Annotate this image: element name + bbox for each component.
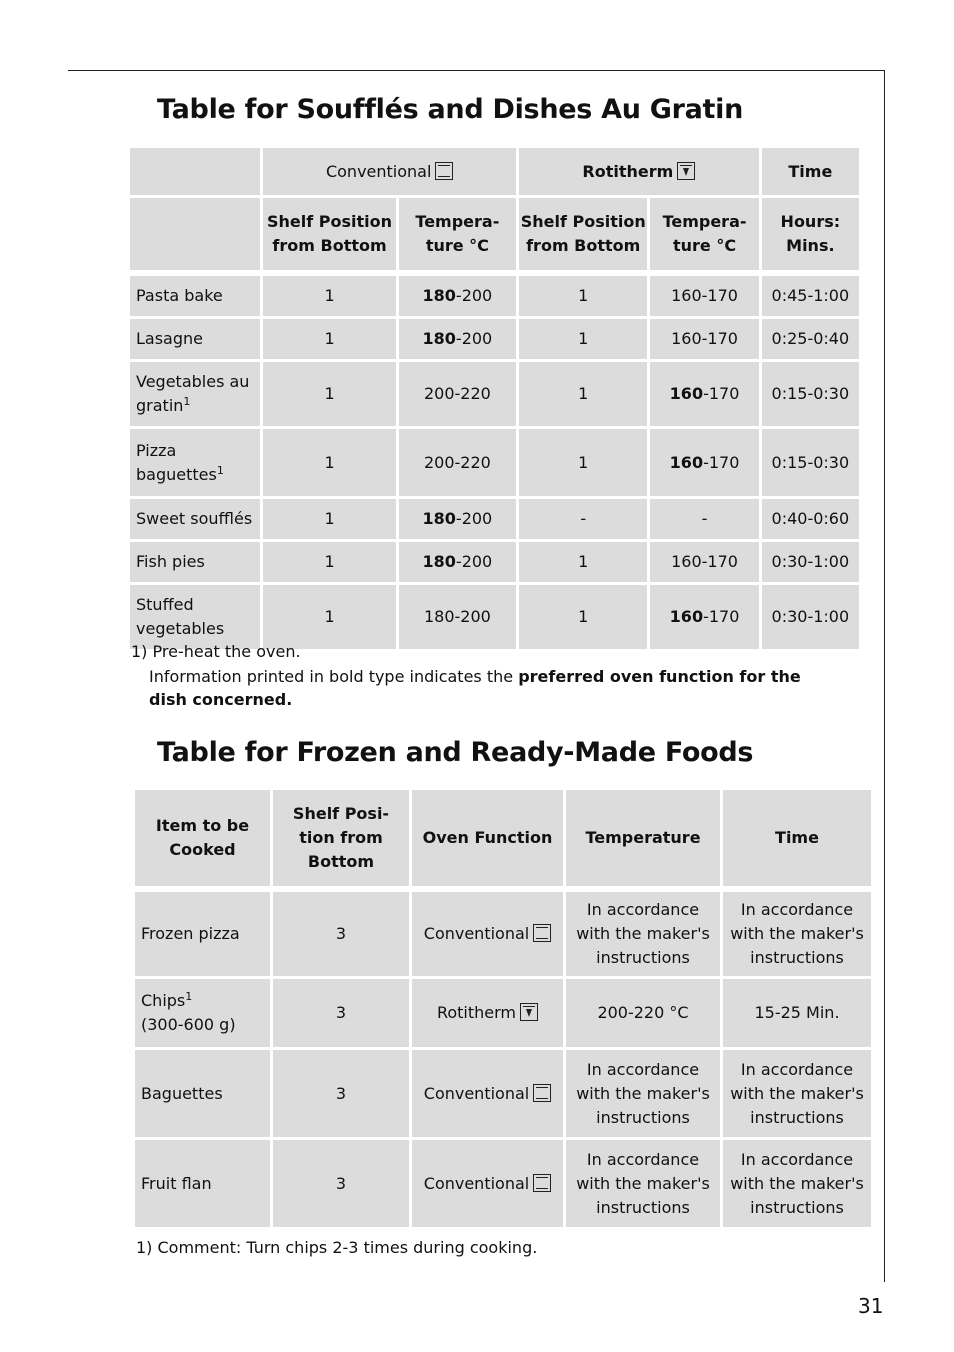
temp-rotitherm-cell	[650, 319, 758, 359]
conventional-header-label: Conventional	[325, 161, 432, 181]
time-header-2: Time	[723, 790, 871, 886]
item-name: Baguettes	[141, 1083, 223, 1103]
temp-rotitherm-header: Tempera- ture °C	[650, 198, 758, 270]
oven-function-label: Rotitherm	[436, 1003, 517, 1022]
dish-cell	[130, 319, 260, 359]
frozen-table-title: Table for Frozen and Ready-Made Foods	[157, 737, 754, 768]
temp-rest-part: 200-220	[423, 452, 491, 472]
temp-conventional-cell	[399, 585, 516, 649]
corner-cell-sub	[130, 198, 260, 270]
page-number: 31	[858, 1294, 884, 1318]
shelf-conventional-cell: 1	[263, 276, 395, 316]
time-cell: In accordance with the maker's instructions	[723, 892, 871, 976]
temp-conventional-cell	[399, 362, 516, 426]
temp-conventional-header: Tempera- ture °C	[399, 198, 516, 270]
dish-name: Pizza baguettes	[136, 440, 217, 484]
footnote-marker: 1	[185, 990, 193, 1003]
oven-function-label: Conventional	[423, 1083, 530, 1103]
table-row	[130, 276, 859, 316]
dish-cell	[130, 429, 260, 496]
dish-cell	[130, 499, 260, 539]
dish-name: Pasta bake	[136, 286, 223, 305]
temp-rest-part: 160-170	[671, 552, 738, 571]
temperature-cell: In accordance with the maker's instructions	[566, 892, 720, 976]
rotitherm-header-label: Rotitherm	[582, 161, 674, 181]
temp-bold-part: 160	[669, 452, 704, 472]
footnote-preheat: 1) Pre-heat the oven.	[131, 642, 301, 661]
shelf-header: Shelf Posi- tion from Bottom	[273, 790, 409, 886]
shelf-rotitherm-cell: 1	[519, 276, 647, 316]
time-cell: 0:30-1:00	[762, 585, 859, 649]
shelf-rotitherm-cell: 1	[519, 542, 647, 582]
temp-rest-part: 160-170	[671, 286, 738, 305]
shelf-rotitherm-cell: 1	[519, 585, 647, 649]
temp-conventional-cell	[399, 429, 516, 496]
conventional-icon	[533, 1174, 551, 1192]
oven-function-label: Conventional	[423, 1173, 530, 1193]
table-row	[130, 542, 859, 582]
time-cell: 0:15-0:30	[762, 429, 859, 496]
time-cell: 0:30-1:00	[762, 542, 859, 582]
item-cell	[135, 892, 270, 976]
dish-name: Stuffed vegetables	[136, 595, 225, 638]
item-cell	[135, 1050, 270, 1137]
temp-rest-part: -170	[703, 607, 740, 626]
oven-function-cell	[412, 892, 563, 976]
souffle-gratin-table	[127, 145, 862, 652]
table-row	[135, 892, 871, 976]
dish-name: Sweet soufflés	[136, 509, 253, 528]
item-header: Item to be Cooked	[135, 790, 270, 886]
temp-rest-part: -200	[455, 286, 493, 305]
temperature-cell: In accordance with the maker's instructions	[566, 1140, 720, 1227]
top-rule	[68, 70, 885, 71]
shelf-cell: 3	[273, 979, 409, 1047]
temp-rest-part: -200	[455, 552, 493, 571]
footnote-marker: 1	[183, 395, 191, 408]
temperature-cell: In accordance with the maker's instructions	[566, 1050, 720, 1137]
table-row	[130, 362, 859, 426]
table-row	[135, 1050, 871, 1137]
table-row	[130, 499, 859, 539]
souffle-table-title: Table for Soufflés and Dishes Au Gratin	[157, 94, 744, 125]
oven-function-cell	[412, 1140, 563, 1227]
shelf-rotitherm-cell: 1	[519, 429, 647, 496]
hours-mins-header: Hours: Mins.	[762, 198, 859, 270]
temp-rest-part: -170	[703, 452, 740, 472]
time-cell: 0:45-1:00	[762, 276, 859, 316]
temp-rest-part: -	[701, 509, 708, 528]
shelf-rotitherm-cell: -	[519, 499, 647, 539]
item-cell	[135, 1140, 270, 1227]
dish-cell	[130, 276, 260, 316]
temp-rest-part: -200	[455, 509, 493, 528]
table-row	[130, 319, 859, 359]
temperature-cell: 200-220 °C	[566, 979, 720, 1047]
temp-conventional-cell	[399, 319, 516, 359]
table-row	[135, 1140, 871, 1227]
footnote-marker: 1	[216, 463, 224, 477]
temp-rest-part: 180-200	[423, 607, 491, 626]
frozen-foods-table	[132, 787, 874, 1230]
bold-info-normal: Information printed in bold type indicates the	[149, 667, 519, 686]
shelf-conventional-header: Shelf Position from Bottom	[263, 198, 395, 270]
dish-name: Lasagne	[136, 329, 203, 348]
corner-cell	[130, 148, 260, 195]
time-cell: 15-25 Min.	[723, 979, 871, 1047]
table-row	[135, 979, 871, 1047]
bold-info-note	[149, 665, 829, 711]
table-row	[130, 429, 859, 496]
conventional-header	[263, 148, 516, 195]
conventional-icon	[435, 162, 453, 180]
temp-rotitherm-cell	[650, 362, 758, 426]
temp-conventional-cell	[399, 499, 516, 539]
rotitherm-icon	[520, 1003, 538, 1021]
shelf-cell: 3	[273, 892, 409, 976]
temp-rotitherm-cell	[650, 499, 758, 539]
time-header: Time	[762, 148, 859, 195]
shelf-cell: 3	[273, 1050, 409, 1137]
frozen-table-body	[135, 892, 871, 1227]
temp-bold-part: 180	[422, 286, 456, 305]
temp-rotitherm-cell	[650, 585, 758, 649]
shelf-conventional-cell: 1	[263, 585, 395, 649]
temp-rest-part: 160-170	[671, 329, 738, 348]
time-cell: 0:40-0:60	[762, 499, 859, 539]
conventional-icon	[533, 924, 551, 942]
temp-rotitherm-cell	[650, 542, 758, 582]
temp-conventional-cell	[399, 542, 516, 582]
oven-function-cell	[412, 979, 563, 1047]
temp-bold-part: 180	[422, 552, 456, 571]
shelf-conventional-cell: 1	[263, 499, 395, 539]
shelf-conventional-cell: 1	[263, 542, 395, 582]
side-rule	[884, 70, 885, 1282]
time-cell: 0:15-0:30	[762, 362, 859, 426]
oven-function-label: Conventional	[423, 924, 530, 943]
shelf-conventional-cell: 1	[263, 429, 395, 496]
shelf-rotitherm-cell: 1	[519, 319, 647, 359]
dish-cell	[130, 542, 260, 582]
dish-name: Fish pies	[136, 552, 205, 571]
rotitherm-icon	[677, 162, 695, 180]
item-cell	[135, 979, 270, 1047]
rotitherm-header	[519, 148, 759, 195]
shelf-conventional-cell: 1	[263, 319, 395, 359]
dish-name: Vegetables au gratin	[136, 372, 250, 415]
item-name: Frozen pizza	[141, 924, 240, 943]
shelf-rotitherm-cell: 1	[519, 362, 647, 426]
temp-rest-part: 200-220	[423, 384, 491, 403]
souffle-table-body	[130, 276, 859, 649]
bold-info-bold: preferred oven function for the dish concerned.	[149, 667, 801, 709]
temp-bold-part: 160	[669, 607, 704, 626]
temperature-header: Temperature	[566, 790, 720, 886]
temp-bold-part: 180	[422, 329, 456, 348]
shelf-conventional-cell: 1	[263, 362, 395, 426]
item-quantity: (300-600 g)	[141, 1015, 236, 1034]
temp-rest-part: -170	[703, 384, 740, 403]
time-cell: In accordance with the maker's instructions	[723, 1050, 871, 1137]
shelf-cell: 3	[273, 1140, 409, 1227]
temp-rotitherm-cell	[650, 276, 758, 316]
temp-rotitherm-cell	[650, 429, 758, 496]
footnote-chips: 1) Comment: Turn chips 2-3 times during cooking.	[136, 1238, 538, 1257]
temp-bold-part: 160	[669, 384, 704, 403]
conventional-icon	[533, 1084, 551, 1102]
item-name: Chips	[141, 991, 186, 1010]
temp-conventional-cell	[399, 276, 516, 316]
temp-rest-part: -200	[455, 329, 493, 348]
temp-bold-part: 180	[422, 509, 456, 528]
item-name: Fruit flan	[141, 1173, 212, 1193]
oven-function-cell	[412, 1050, 563, 1137]
time-cell: 0:25-0:40	[762, 319, 859, 359]
oven-function-header: Oven Function	[412, 790, 563, 886]
dish-cell	[130, 362, 260, 426]
shelf-rotitherm-header: Shelf Position from Bottom	[519, 198, 647, 270]
time-cell: In accordance with the maker's instructions	[723, 1140, 871, 1227]
